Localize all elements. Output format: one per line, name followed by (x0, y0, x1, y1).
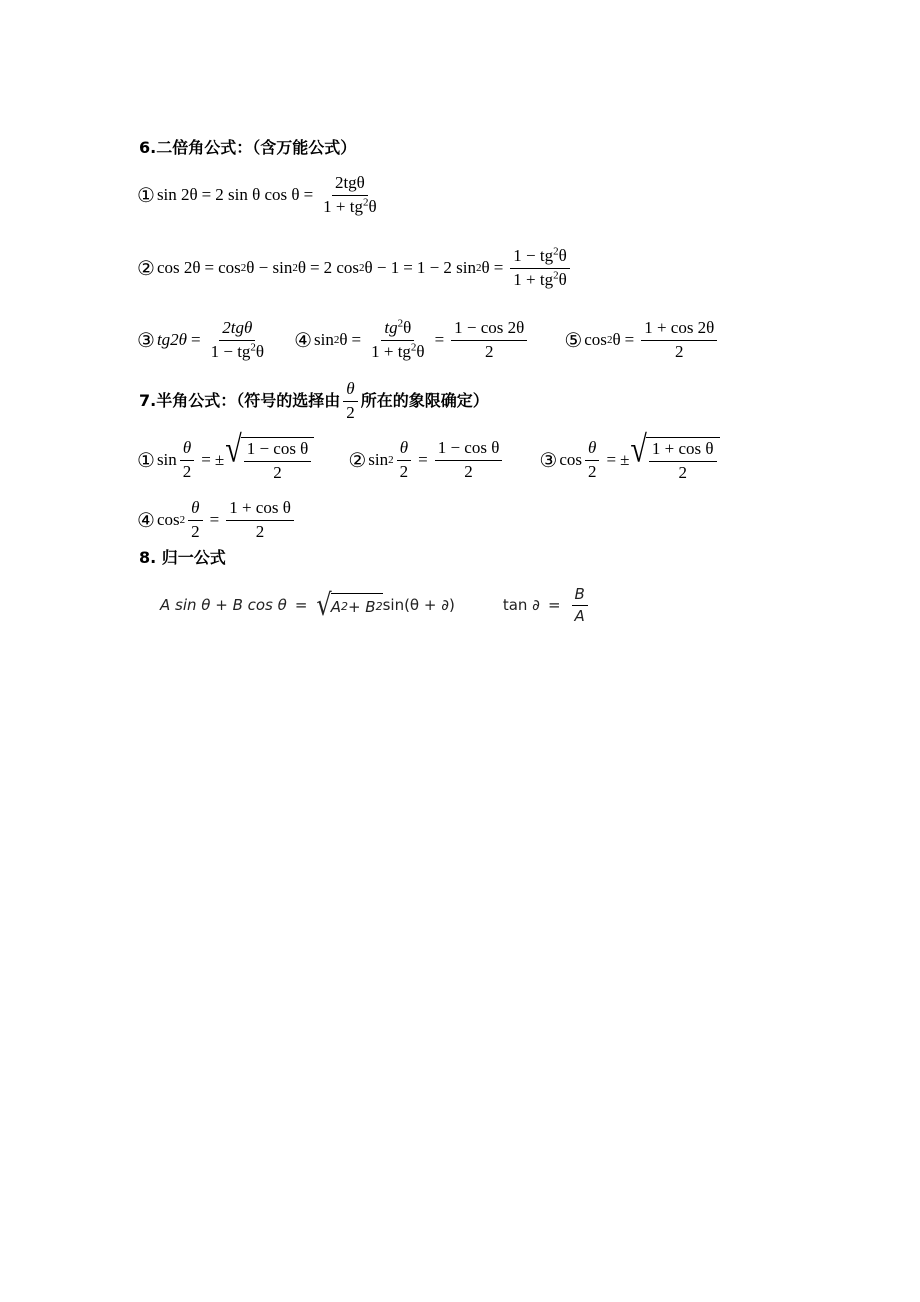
exponent: 2 (553, 268, 559, 281)
denominator (510, 269, 569, 290)
fraction (451, 319, 527, 361)
math-term: cos (584, 330, 607, 349)
math-term: A sin θ + B cos θ (160, 596, 287, 614)
numerator: 1 + cos θ (226, 499, 294, 521)
fraction (368, 319, 427, 361)
marker: ③ (539, 448, 558, 472)
marker: ③ (137, 328, 155, 352)
title-text: 所在的象限确定） (360, 391, 489, 410)
numerator: 1 − cos θ (244, 440, 312, 462)
radicand-part: A (330, 597, 341, 616)
section-8-title: 8. 归一公式 (139, 548, 226, 567)
formula-6-1 (137, 165, 383, 225)
fraction (641, 319, 717, 361)
denominator: 2 (587, 461, 597, 481)
den-part: 1 + tg (371, 341, 411, 361)
den-part: θ (558, 269, 567, 289)
den-part: 1 + tg (513, 269, 554, 289)
function-name: cos (156, 510, 180, 529)
equals-sign: = (403, 258, 413, 277)
fraction (435, 439, 503, 481)
numerator: 1 − cos θ (435, 439, 503, 461)
equals-sign: = (201, 185, 212, 204)
num-part: tg (384, 317, 398, 337)
denominator: 2 (675, 341, 684, 361)
plus-minus: ± (214, 450, 225, 469)
numerator: θ (585, 439, 599, 461)
den-part: 1 − tg (210, 341, 251, 361)
formula-6-4: ④ sin 2 θ = $\frac{tg^2\theta}{1 + tg^2\theta}$ = $\frac{1 - \cos 2\theta}{2}$ (294, 319, 530, 361)
fraction (572, 586, 588, 624)
denominator: 2 (273, 463, 282, 482)
denominator: 2 (464, 461, 473, 481)
numerator: θ (343, 380, 357, 402)
exponent: 2 (362, 195, 369, 208)
denominator: 2 (678, 463, 687, 482)
math-term: θ (297, 258, 306, 277)
math-term: sin(θ + ∂) (382, 596, 455, 614)
fraction (208, 319, 267, 361)
math-term: cos (218, 258, 241, 277)
function-name: sin (368, 450, 389, 469)
den-part: θ (416, 341, 425, 361)
numerator: θ (397, 439, 411, 461)
fraction (180, 439, 195, 481)
numerator: 1 − cos 2θ (451, 319, 527, 341)
marker: ② (348, 448, 367, 472)
exponent: 2 (250, 340, 256, 353)
square-root (225, 429, 314, 482)
num-part: 1 − tg (513, 245, 554, 265)
denominator: 2 (399, 461, 409, 481)
section-6-title: 6.二倍角公式：（含万能公式） (139, 138, 357, 157)
den-part: 1 + tg (323, 196, 363, 216)
num-part: θ (558, 245, 567, 265)
math-term: 1 − 2 sin (416, 258, 477, 277)
formula-6-5: ⑤ cos 2 θ = $\frac{1 + \cos 2\theta}{2}$ (564, 319, 720, 361)
equals-sign: = (606, 450, 617, 469)
math-term: θ (339, 330, 348, 349)
fraction (585, 439, 600, 481)
equals-sign: = (493, 258, 504, 277)
fraction (320, 174, 379, 216)
math-term: tg2θ (156, 330, 188, 349)
formula-7-3 (539, 429, 719, 482)
equals-sign: = (204, 258, 215, 277)
equals-sign: = (310, 258, 320, 277)
numerator: 2tgθ (219, 319, 255, 341)
radicand (646, 437, 720, 482)
fraction (649, 440, 717, 482)
math-term: θ − sin (246, 258, 293, 277)
denominator: 2 (182, 461, 192, 481)
radical-sign: √ (316, 587, 332, 623)
radicand: A 2 + B 2 (331, 593, 383, 617)
numerator: θ (180, 439, 194, 461)
denominator (368, 341, 427, 362)
square-root (316, 587, 383, 623)
equals-sign: = (434, 330, 445, 349)
equals-sign: = (624, 330, 635, 349)
formula-7-row1 (137, 430, 720, 490)
radicand-part: + B (347, 597, 376, 616)
equals-sign: = (294, 596, 308, 614)
denominator: 2 (255, 521, 265, 541)
denominator (320, 196, 379, 217)
marker: ② (137, 256, 155, 280)
formula-7-4: ④ cos 2 $\frac{\theta}{2}$ = $\frac{\text{1 + cos θ}}{2}$ (137, 490, 297, 550)
equals-sign: = (191, 330, 201, 349)
fraction (188, 499, 203, 541)
denominator: A (574, 606, 585, 625)
math-term: sin 2θ (156, 185, 198, 204)
marker: ④ (294, 328, 313, 352)
fraction (510, 247, 569, 289)
math-term: θ − 1 (364, 258, 400, 277)
math-term: 2 cos (323, 258, 360, 277)
numerator (381, 319, 414, 341)
formula-6-2: ② cos 2θ = cos 2 θ − sin 2 θ = 2 cos 2 θ − 1 = 1 − 2 sin 2 θ = $\frac{1 - tg^2\theta}{1 + tg^2\theta}$ (137, 238, 573, 298)
formula-8 (160, 580, 591, 630)
math-term: tan ∂ (502, 596, 540, 614)
numerator (510, 247, 569, 269)
equals-sign: = (351, 330, 362, 349)
marker: ① (137, 183, 155, 207)
fraction (226, 499, 294, 541)
marker: ⑤ (564, 328, 583, 352)
marker: ① (137, 448, 155, 472)
radical-sign: √ (225, 429, 242, 471)
fraction (397, 439, 412, 481)
formula-6-3 (137, 319, 270, 361)
exponent: 2 (410, 340, 417, 353)
equals-sign: = (209, 510, 220, 529)
fraction (343, 380, 358, 422)
denominator: 2 (191, 521, 200, 541)
fraction (244, 440, 312, 482)
numerator: B (572, 586, 588, 606)
numerator: 1 + cos θ (649, 440, 717, 462)
denominator (208, 341, 267, 362)
den-part: θ (255, 341, 265, 361)
math-term: θ (612, 330, 621, 349)
math-term: sin (314, 330, 334, 349)
math-term: 2 sin θ cos θ (215, 185, 300, 204)
math-term: cos 2θ (156, 258, 201, 277)
denominator: 2 (346, 402, 355, 422)
equals-sign: = (303, 185, 314, 204)
function-name: cos (559, 450, 582, 469)
title-text: 7.半角公式：（符号的选择由 (139, 391, 341, 410)
math-term: θ (481, 258, 490, 277)
denominator: 2 (485, 341, 494, 361)
radical-sign: √ (630, 429, 647, 471)
exponent: 2 (553, 245, 559, 258)
radicand (241, 437, 315, 482)
function-name: sin (156, 450, 177, 469)
section-7-title (139, 378, 489, 424)
equals-sign: = (418, 450, 428, 469)
numerator: 1 + cos 2θ (641, 319, 717, 341)
formula-7-1 (137, 429, 314, 482)
marker: ④ (137, 508, 155, 532)
formula-6-3-4-5 (137, 310, 720, 370)
numerator: θ (188, 499, 202, 521)
exponent: 2 (397, 317, 404, 330)
square-root (630, 429, 719, 482)
num-part: θ (403, 317, 412, 337)
numerator: 2tgθ (332, 174, 368, 196)
equals-sign: = (201, 450, 211, 469)
plus-minus: ± (620, 450, 630, 469)
formula-7-2: ② sin 2 $\frac{\theta}{2}$ = $\frac{\text{1 − cos θ}}{2}$ (348, 439, 505, 481)
den-part: θ (368, 196, 377, 216)
equals-sign: = (547, 596, 561, 614)
